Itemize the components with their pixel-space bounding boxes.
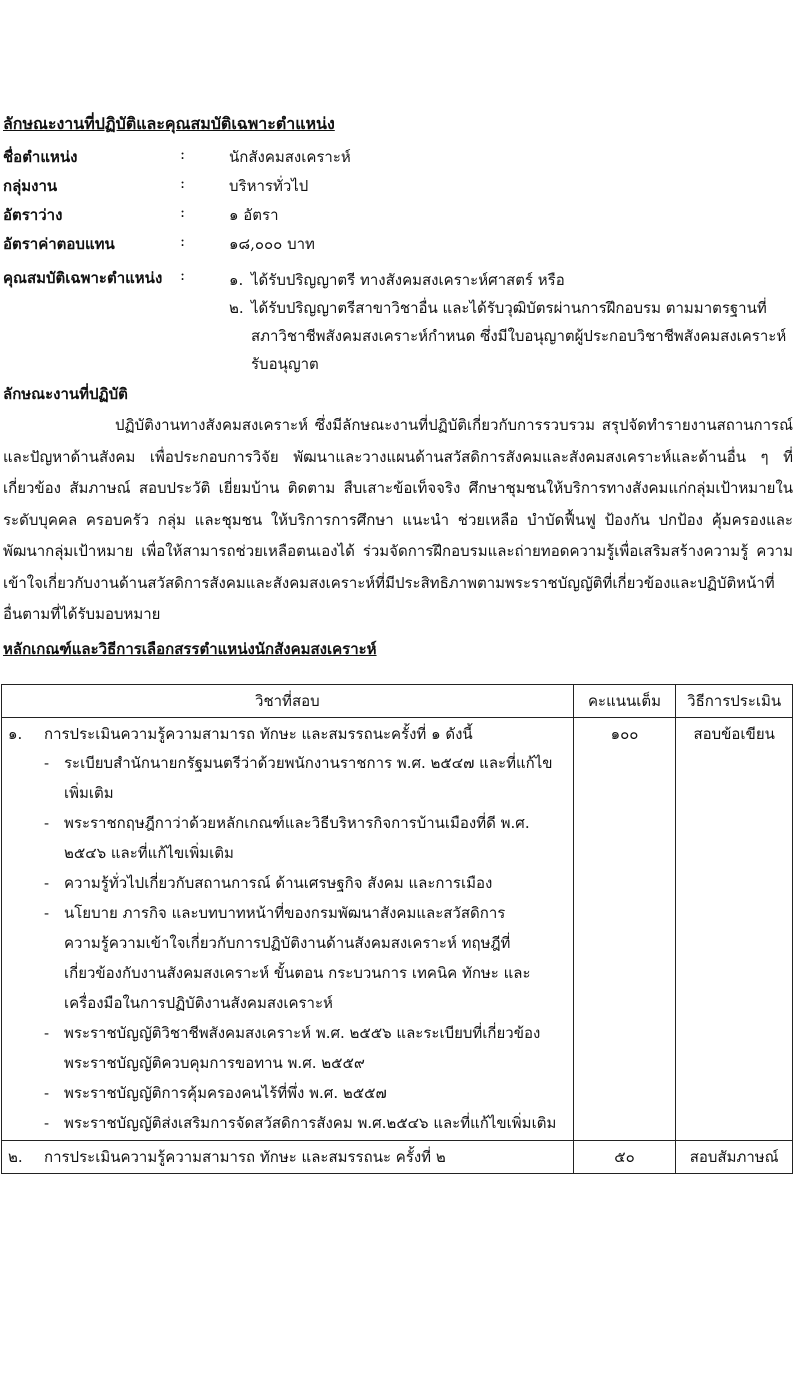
- info-value: ๑ อัตรา: [229, 206, 279, 224]
- topic-text: ความรู้ทั่วไปเกี่ยวกับสถานการณ์ ด้านเศรษฐกิจ สังคม และการเมือง: [64, 874, 493, 892]
- topic-item: [8, 898, 567, 928]
- topic-text: พระราชกฤษฎีกาว่าด้วยหลักเกณฑ์และวิธีบริหารกิจการบ้านเมืองที่ดี พ.ศ. ๒๕๔๖ และที่แก้ไขเพิ่มเติม: [64, 814, 530, 862]
- subject-cell: [2, 718, 574, 1141]
- topic-text: ความรู้ความเข้าใจเกี่ยวกับการปฏิบัติงานด้านสังคมสงเคราะห์ ทฤษฎีที่เกี่ยวข้องกับงานสังคมสงเคราะห์ ขั้นตอน กระบวนการ เทคนิค ทักษะ และเครื่องมือในการปฏิบัติงานสังคมสงเคราะห์: [64, 934, 531, 1012]
- section-heading-duties-qualifications: ลักษณะงานที่ปฏิบัติและคุณสมบัติเฉพาะตำแหน่ง: [3, 114, 335, 133]
- topic-dash: -: [44, 1084, 50, 1102]
- info-label: อัตราว่าง: [3, 206, 63, 224]
- method-cell: [676, 718, 793, 1141]
- qualification-num: ๒.: [229, 299, 244, 317]
- header-score: คะแนนเต็ม: [573, 685, 676, 718]
- qualification-list: [229, 266, 794, 378]
- header-method: วิธีการประเมิน: [676, 685, 793, 718]
- info-value: บริหารทั่วไป: [229, 177, 309, 195]
- qualification-text: ได้รับปริญญาตรี ทางสังคมสงเคราะห์ศาสตร์ หรือ: [251, 271, 565, 289]
- topic-dash: -: [44, 904, 50, 922]
- topic-text: ระเบียบสำนักนายกรัฐมนตรีว่าด้วยพนักงานราชการ พ.ศ. ๒๕๔๗ และที่แก้ไขเพิ่มเติม: [64, 754, 553, 802]
- table-header-row: [2, 685, 793, 718]
- score-cell: [573, 1141, 676, 1174]
- qualification-text: ได้รับปริญญาตรีสาขาวิชาอื่น และได้รับวุฒิบัตรผ่านการฝึกอบรม ตามมาตรฐานที่สภาวิชาชีพสังคมสงเคราะห์กำหนด ซึ่งมีใบอนุญาตผู้ประกอบวิชาชีพสังคมสงเคราะห์รับอนุญาต: [251, 299, 787, 373]
- topic-dash: -: [44, 754, 50, 772]
- method-value: สอบข้อเขียน: [693, 725, 775, 743]
- info-colon: :: [180, 203, 186, 221]
- header-subject: วิชาที่สอบ: [2, 685, 574, 718]
- info-value: นักสังคมสงเคราะห์: [229, 148, 351, 166]
- table-row: [2, 718, 793, 1141]
- method-cell: [676, 1141, 793, 1174]
- topic-dash: -: [44, 874, 50, 892]
- topic-dash: [44, 1048, 64, 1078]
- topic-text: พระราชบัญญัติการคุ้มครองคนไร้ที่พึ่ง พ.ศ. ๒๕๕๗: [64, 1084, 387, 1102]
- topic-dash: -: [44, 1114, 50, 1132]
- score-cell: [573, 718, 676, 1141]
- position-info: [3, 145, 793, 261]
- topic-item: [8, 1078, 567, 1108]
- topic-dash: -: [44, 814, 50, 832]
- topic-dash: [44, 928, 64, 1018]
- method-value: สอบสัมภาษณ์: [689, 1148, 779, 1166]
- info-row-group: [3, 174, 793, 203]
- topic-text: นโยบาย ภารกิจ และบทบาทหน้าที่ของกรมพัฒนาสังคมและสวัสดิการ: [64, 904, 506, 922]
- qualification-item: [229, 266, 794, 294]
- row-title: [8, 720, 567, 748]
- info-value: ๑๘,๐๐๐ บาท: [229, 235, 315, 253]
- topic-item: [8, 1018, 567, 1048]
- topic-item: [8, 808, 567, 868]
- info-row-salary: [3, 232, 793, 261]
- qualification-item: [229, 294, 794, 378]
- table-row: [2, 1141, 793, 1174]
- score-value: ๑๐๐: [610, 725, 639, 743]
- topic-item: [8, 928, 567, 1018]
- topic-item: [8, 868, 567, 898]
- info-label: อัตราค่าตอบแทน: [3, 235, 115, 253]
- duty-paragraph: ปฏิบัติงานทางสังคมสงเคราะห์ ซึ่งมีลักษณะงานที่ปฏิบัติเกี่ยวกับการรวบรวม สรุปจัดทำรายงานสถานการณ์และปัญหาด้านสังคม เพื่อประกอบการวิจัย พัฒนาและวางแผนด้านสวัสดิการสังคมและสังคมสงเคราะห์และด้านอื่น ๆ ที่เกี่ยวข้อง สัมภาษณ์ สอบประวัติ เยี่ยมบ้าน ติดตาม สืบเสาะข้อเท็จจริง ศึกษาชุมชนให้บริการทางสังคมแก่กลุ่มเป้าหมายในระดับบุคคล ครอบครัว กลุ่ม และชุมชน ให้บริการการศึกษา แนะนำ ช่วยเหลือ บำบัดฟื้นฟู ป้องกัน ปกป้อง คุ้มครองและพัฒนากลุ่มเป้าหมาย เพื่อให้สามารถช่วยเหลือตนเองได้ ร่วมจัดการฝึกอบรมและถ่ายทอดความรู้เพื่อเสริมสร้างความรู้ ความเข้าใจเกี่ยวกับงานด้านสวัสดิการสังคมและสังคมสงเคราะห์ที่มีประสิทธิภาพตามพระราชบัญญัติที่เกี่ยวข้องและปฏิบัติหน้าที่อื่นตามที่ได้รับมอบหมาย: [3, 416, 793, 623]
- topic-text: พระราชบัญญัติควบคุมการขอทาน พ.ศ. ๒๕๕๙: [64, 1054, 365, 1072]
- topic-dash: -: [44, 1024, 50, 1042]
- topic-item: [8, 1108, 567, 1138]
- info-colon: :: [180, 145, 186, 163]
- qualification-label: คุณสมบัติเฉพาะตำแหน่ง: [3, 269, 163, 287]
- duty-heading: ลักษณะงานที่ปฏิบัติ: [3, 385, 128, 403]
- row-title-text: การประเมินความรู้ความสามารถ ทักษะ และสมรรถนะ ครั้งที่ ๒: [44, 1148, 446, 1166]
- qualification-colon: :: [180, 266, 186, 284]
- topic-item: [8, 748, 567, 808]
- info-label: กลุ่มงาน: [3, 177, 58, 195]
- qualification-num: ๑.: [229, 271, 244, 289]
- topic-item: [8, 1048, 567, 1078]
- info-row-position: [3, 145, 793, 174]
- info-row-vacancy: [3, 203, 793, 232]
- row-number: ๑.: [8, 725, 23, 743]
- row-title-text: การประเมินความรู้ความสามารถ ทักษะ และสมรรถนะครั้งที่ ๑ ดังนี้: [44, 725, 473, 743]
- info-colon: :: [180, 174, 186, 192]
- topic-text: พระราชบัญญัติวิชาชีพสังคมสงเคราะห์ พ.ศ. ๒๕๕๖ และระเบียบที่เกี่ยวข้อง: [64, 1024, 541, 1042]
- info-colon: :: [180, 232, 186, 250]
- row-title: [8, 1143, 567, 1171]
- topic-text: พระราชบัญญัติส่งเสริมการจัดสวัสดิการสังคม พ.ศ.๒๕๔๖ และที่แก้ไขเพิ่มเติม: [64, 1114, 557, 1132]
- info-label: ชื่อตำแหน่ง: [3, 148, 78, 166]
- exam-table: [1, 684, 793, 1174]
- score-value: ๕๐: [614, 1148, 635, 1166]
- row-number: ๒.: [8, 1148, 23, 1166]
- criteria-heading: หลักเกณฑ์และวิธีการเลือกสรรตำแหน่งนักสังคมสงเคราะห์: [3, 640, 377, 658]
- subject-cell: [2, 1141, 574, 1174]
